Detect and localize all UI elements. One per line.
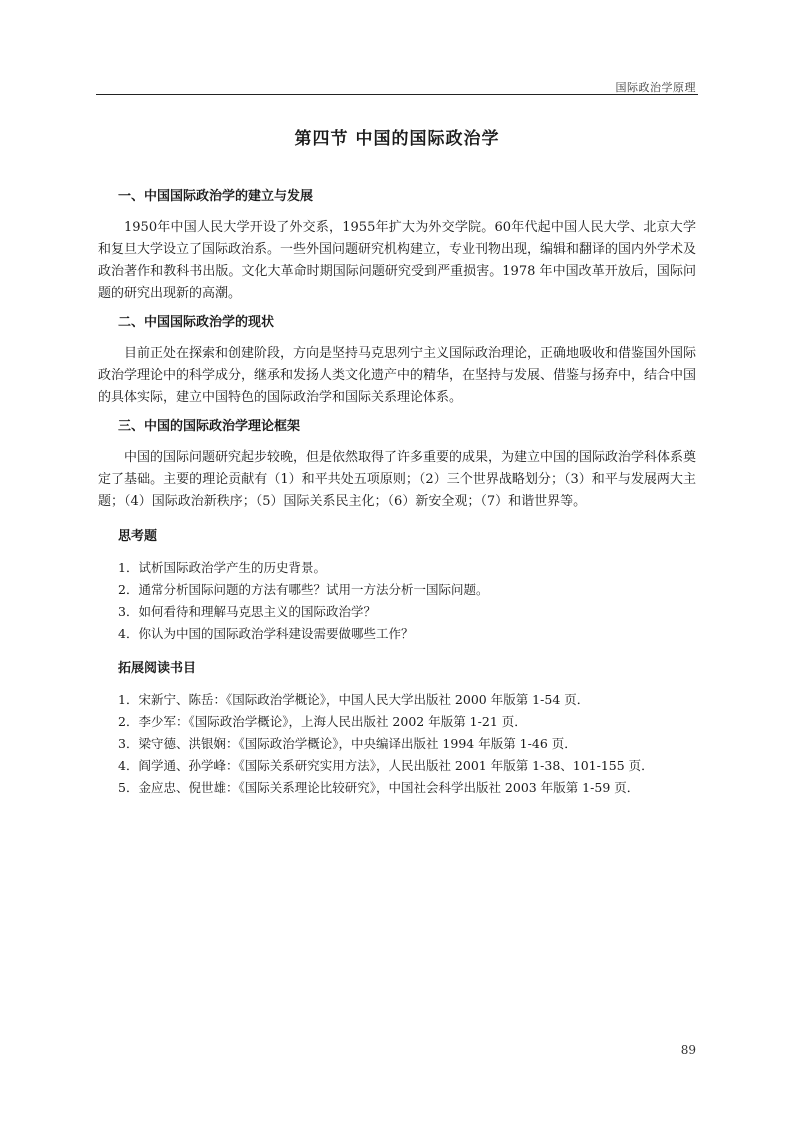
question-item: 1．试析国际政治学产生的历史背景。 (118, 560, 326, 575)
question-item: 4．你认为中国的国际政治学科建设需要做哪些工作？ (118, 626, 414, 641)
section-body-1: 1950年中国人民大学开设了外交系，1955年扩大为外交学院。60年代起中国人民大学、北京大学和复旦大学设立了国际政治系。一些外国问题研究机构建立，专业刊物出现，编辑和翻译的国内外学术及政治著作和教科书出版。文化大革命时期国际问题研究受到严重损害。1978 年中国改革开放后，国际问题的研究出现新的高潮。 (98, 220, 697, 301)
section-heading-3: 三、中国的国际政治学理论框架 (118, 419, 301, 434)
running-header: 国际政治学原理 (615, 81, 696, 94)
reading-item: 1．宋新宁、陈岳：《国际政治学概论》，中国人民大学出版社 2000 年版第 1-54 页． (118, 692, 590, 707)
header-divider (96, 94, 698, 95)
question-item: 2．通常分析国际问题的方法有哪些？试用一方法分析一国际问题。 (118, 582, 489, 597)
section-heading-2: 二、中国国际政治学的现状 (118, 315, 275, 330)
questions-heading: 思考题 (118, 529, 158, 544)
reading-heading: 拓展阅读书目 (118, 661, 197, 676)
section-title: 第四节 中国的国际政治学 (294, 129, 500, 149)
reading-item: 3．梁守德、洪银娴：《国际政治学概论》，中央编译出版社 1994 年版第 1-46 页． (118, 736, 577, 751)
section-body-3: 中国的国际问题研究起步较晚，但是依然取得了许多重要的成果，为建立中国的国际政治学科体系奠定了基础。主要的理论贡献有（1）和平共处五项原则；（2）三个世界战略划分；（3）和平与发展两大主题；（4）国际政治新秩序；（5）国际关系民主化；（6）新安全观；（7）和谐世界等。 (98, 450, 697, 509)
question-item: 3．如何看待和理解马克思主义的国际政治学？ (118, 604, 376, 619)
reading-item: 4．阎学通、孙学峰：《国际关系研究实用方法》，人民出版社 2001 年版第 1-38、101-155 页． (118, 758, 654, 773)
section-heading-1: 一、中国国际政治学的建立与发展 (118, 189, 314, 204)
reading-list (98, 689, 696, 799)
reading-item: 5．金应忠、倪世雄：《国际关系理论比较研究》，中国社会科学出版社 2003 年版第 1-59 页． (118, 780, 640, 795)
page-number: 89 (680, 1043, 696, 1057)
section-body-2: 目前正处在探索和创建阶段，方向是坚持马克思列宁主义国际政治理论，正确地吸收和借鉴国外国际政治学理论中的科学成分，继承和发扬人类文化遗产中的精华，在坚持与发展、借鉴与扬弃中，结合中国的具体实际，建立中国特色的国际政治学和国际关系理论体系。 (98, 346, 697, 405)
page-content (98, 124, 696, 799)
reading-item: 2．李少军：《国际政治学概论》，上海人民出版社 2002 年版第 1-21 页． (118, 714, 527, 729)
questions-list (98, 557, 696, 645)
